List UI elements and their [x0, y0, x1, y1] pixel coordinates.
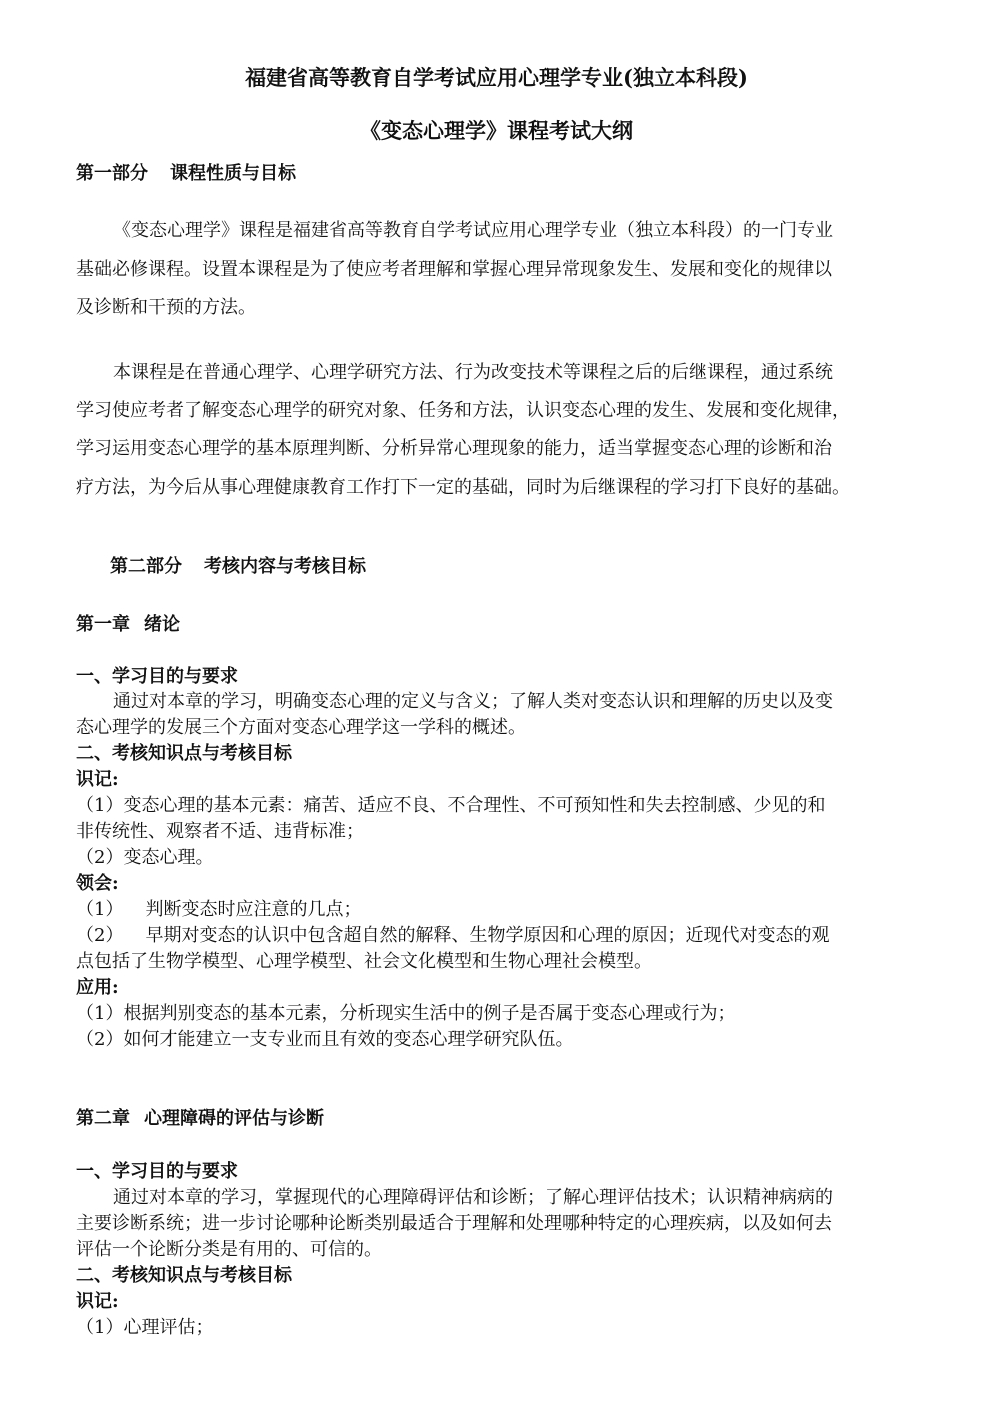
- list-item-number: （2）: [76, 925, 124, 946]
- chapter2-title: 心理障碍的评估与诊断: [144, 1108, 324, 1129]
- level-label-apply: 应用:: [76, 977, 119, 998]
- chapter1-heading: [76, 613, 180, 637]
- part2-label: 第二部分: [110, 556, 182, 577]
- level-label-understand: 领会:: [76, 873, 119, 894]
- paragraph-line: 学习使应考者了解变态心理学的研究对象、任务和方法，认识变态心理的发生、发展和变化规律，: [76, 400, 850, 421]
- list-item: （1）根据判别变态的基本元素，分析现实生活中的例子是否属于变态心理或行为；: [76, 1003, 736, 1024]
- part1-title: 课程性质与目标: [170, 163, 296, 184]
- paragraph-line: 通过对本章的学习，明确变态心理的定义与含义；了解人类对变态认识和理解的历史以及变: [113, 691, 833, 712]
- chapter2-label: 第二章: [76, 1108, 130, 1129]
- paragraph-line: 《变态心理学》课程是福建省高等教育自学考试应用心理学专业（独立本科段）的一门专业: [113, 220, 833, 241]
- level-label-recall: 识记:: [76, 1291, 119, 1312]
- list-item: （1）变态心理的基本元素：痛苦、适应不良、不合理性、不可预知性和失去控制感、少见的和: [76, 795, 826, 816]
- part2-heading: [110, 555, 366, 579]
- paragraph-line: 主要诊断系统；进一步讨论哪种论断类别最适合于理解和处理哪种特定的心理疾病，以及如何去: [76, 1213, 832, 1234]
- level-label-recall: 识记:: [76, 769, 119, 790]
- list-item-text: 判断变态时应注意的几点；: [145, 899, 362, 920]
- part2-title: 考核内容与考核目标: [204, 556, 366, 577]
- paragraph-line: 及诊断和干预的方法。: [76, 297, 256, 318]
- section-heading: 二、考核知识点与考核目标: [76, 743, 292, 764]
- chapter1-label: 第一章: [76, 614, 130, 635]
- paragraph-line: 本课程是在普通心理学、心理学研究方法、行为改变技术等课程之后的后继课程，通过系统: [113, 362, 833, 383]
- paragraph-line: 学习运用变态心理学的基本原理判断、分析异常心理现象的能力，适当掌握变态心理的诊断和治: [76, 438, 832, 459]
- paragraph-line: 疗方法，为今后从事心理健康教育工作打下一定的基础，同时为后继课程的学习打下良好的基础。: [76, 477, 850, 498]
- section-heading: 一、学习目的与要求: [76, 1161, 238, 1182]
- list-item: （2）如何才能建立一支专业而且有效的变态心理学研究队伍。: [76, 1029, 574, 1050]
- section-heading: 一、学习目的与要求: [76, 666, 238, 687]
- list-item: 非传统性、观察者不适、违背标准；: [76, 821, 364, 842]
- chapter2-heading: [76, 1107, 324, 1131]
- document-title: 福建省高等教育自学考试应用心理学专业(独立本科段): [245, 65, 748, 90]
- list-item-number: （1）: [76, 899, 124, 920]
- list-item-text: 早期对变态的认识中包含超自然的解释、生物学原因和心理的原因；近现代对变态的观: [145, 925, 830, 946]
- part1-label: 第一部分: [76, 163, 148, 184]
- list-item: 点包括了生物学模型、心理学模型、社会文化模型和生物心理社会模型。: [76, 951, 652, 972]
- list-item: [76, 924, 829, 948]
- paragraph-line: 通过对本章的学习，掌握现代的心理障碍评估和诊断；了解心理评估技术；认识精神病病的: [113, 1187, 833, 1208]
- list-item: （2）变态心理。: [76, 847, 214, 868]
- paragraph-line: 基础必修课程。设置本课程是为了使应考者理解和掌握心理异常现象发生、发展和变化的规律以: [76, 259, 832, 280]
- list-item: [76, 898, 361, 922]
- section-heading: 二、考核知识点与考核目标: [76, 1265, 292, 1286]
- document-subtitle: 《变态心理学》课程考试大纲: [360, 118, 633, 143]
- paragraph-line: 评估一个论断分类是有用的、可信的。: [76, 1239, 382, 1260]
- chapter1-title: 绪论: [144, 614, 180, 635]
- paragraph-line: 态心理学的发展三个方面对变态心理学这一学科的概述。: [76, 717, 526, 738]
- part1-heading: [76, 162, 296, 186]
- list-item: （1）心理评估；: [76, 1317, 214, 1338]
